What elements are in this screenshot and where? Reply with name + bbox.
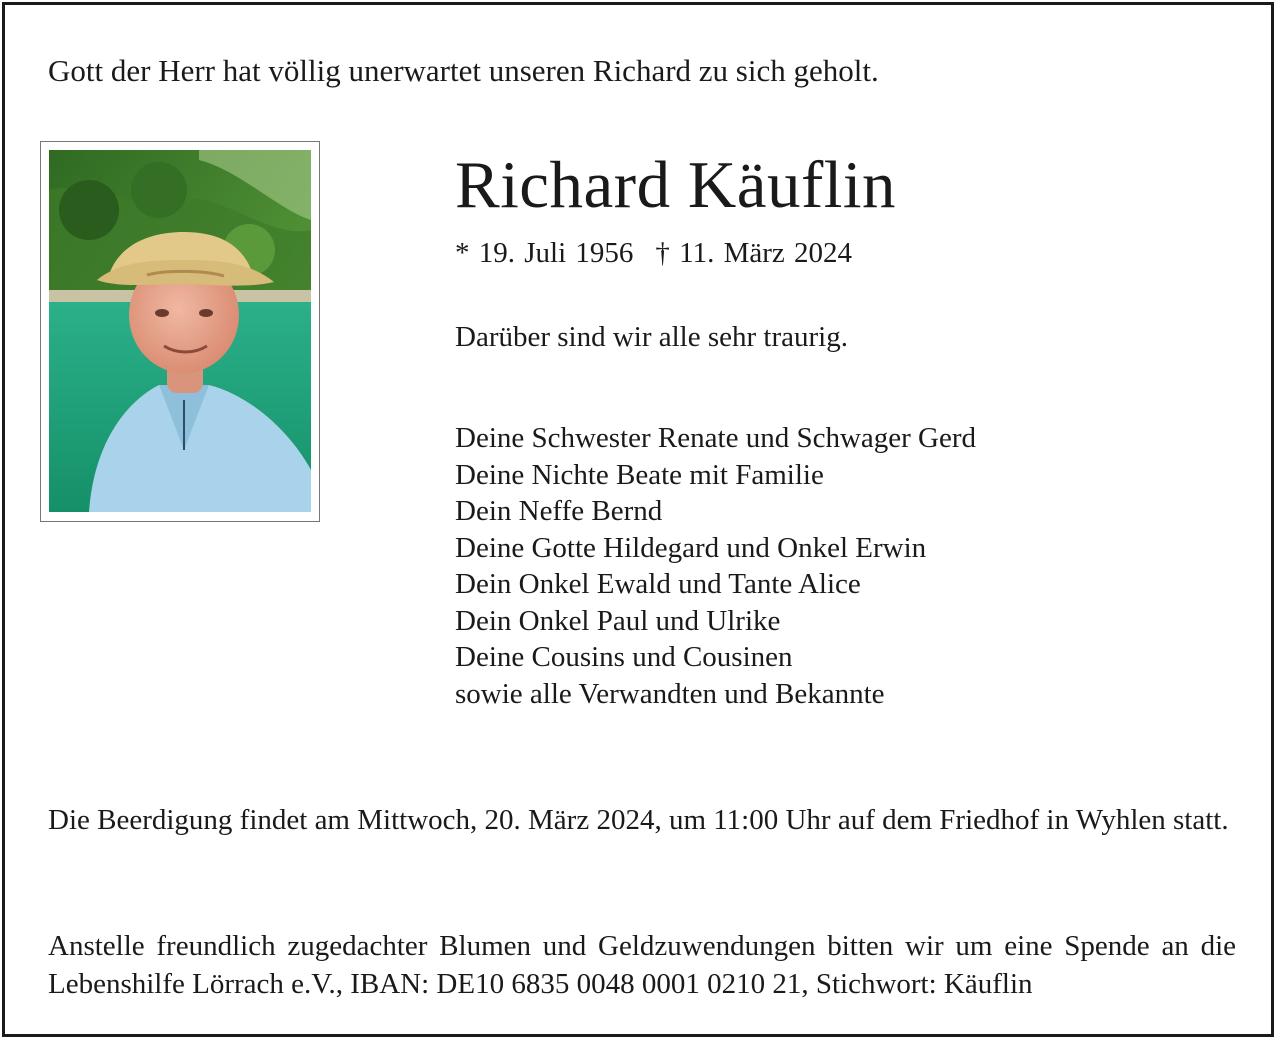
mourner-line: Dein Onkel Ewald und Tante Alice (455, 568, 861, 600)
donation-info: Anstelle freundlich zugedachter Blumen und Geldzuwendungen bitten wir um eine Spende an die Lebenshilfe Lörrach e.V., IBAN: DE10 6835 0048 0001 0210 21, Stichwort: Käuflin (48, 930, 1236, 1000)
mourner-line: Dein Onkel Paul und Ulrike (455, 604, 781, 637)
funeral-info: Die Beerdigung findet am Mittwoch, 20. März 2024, um 11:00 Uhr auf dem Friedhof in Wyhlen statt. (48, 804, 1229, 836)
mourner-line: sowie alle Verwandten und Bekannte (455, 677, 885, 710)
mourner-line: Deine Nichte Beate mit Familie (455, 458, 824, 491)
mourners-list (455, 420, 976, 712)
mourner-line: Deine Cousins und Cousinen (455, 641, 793, 673)
sentiment-line: Darüber sind wir alle sehr traurig. (455, 321, 848, 353)
birth-date: * 19. Juli 1956 (455, 237, 634, 269)
mourner-line: Deine Schwester Renate und Schwager Gerd (455, 422, 977, 454)
mourner-line: Deine Gotte Hildegard und Onkel Erwin (455, 531, 927, 564)
mourner-line: Dein Neffe Bernd (455, 495, 663, 527)
portrait-frame (40, 141, 320, 522)
portrait-photo-icon (49, 150, 311, 512)
deceased-name: Richard Käuflin (455, 148, 897, 222)
life-dates (455, 233, 852, 273)
obituary-notice (2, 2, 1274, 1037)
intro-line: Gott der Herr hat völlig unerwartet unseren Richard zu sich geholt. (48, 53, 879, 88)
death-date: † 11. März 2024 (655, 237, 853, 269)
